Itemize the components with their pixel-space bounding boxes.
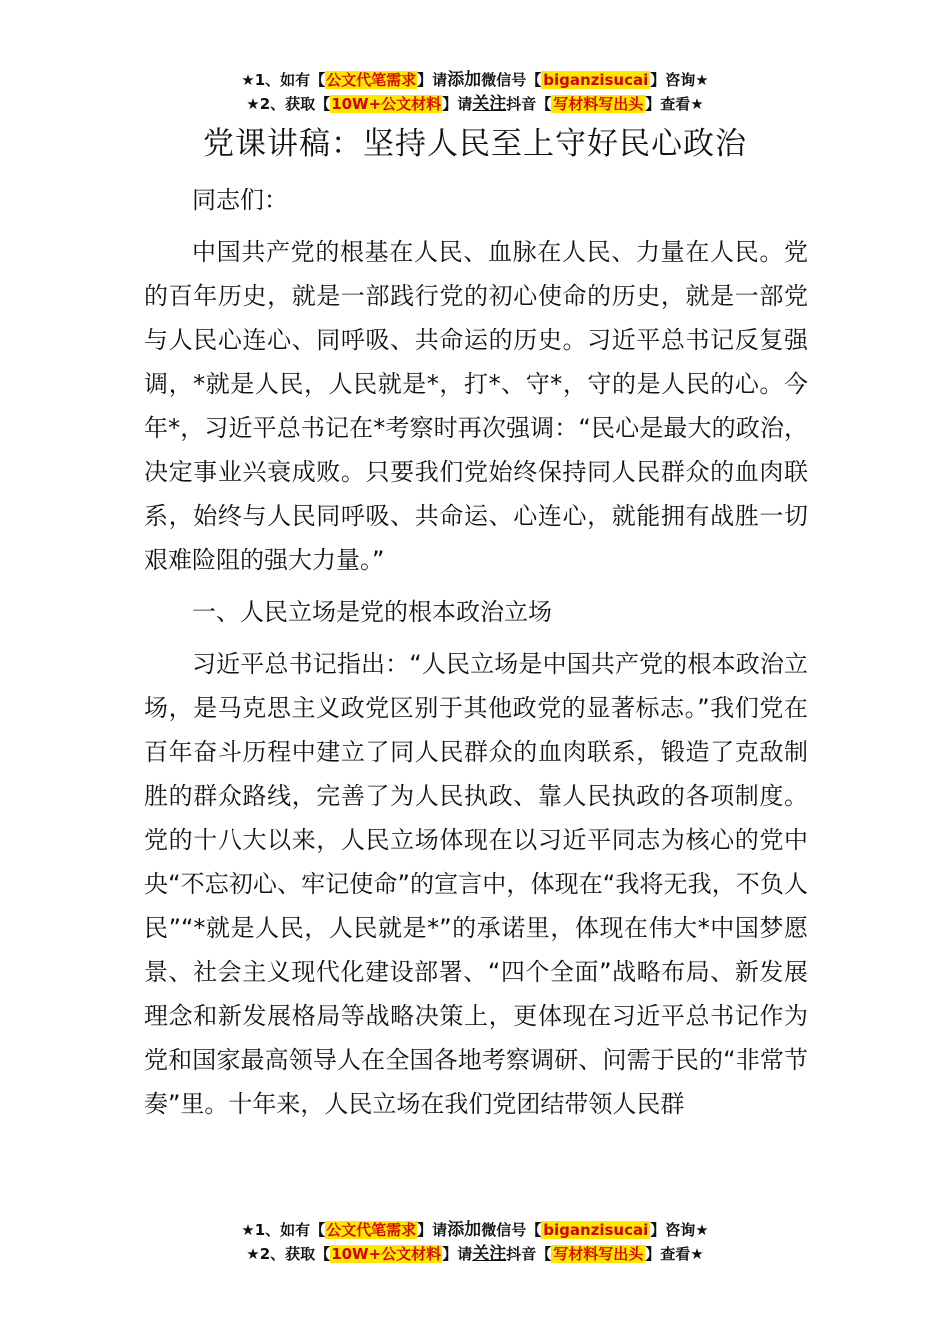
- paragraph-intro: 中国共产党的根基在人民、血脉在人民、力量在人民。党的百年历史，就是一部践行党的初心使命的历史，就是一部党与人民心连心、同呼吸、共命运的历史。习近平总书记反复强调，*就是人民，人民就是*，打*、守*，守的是人民的心。今年*，习近平总书记在*考察时再次强调：“民心是最大的政治，决定事业兴衰成败。只要我们党始终保持同人民群众的血肉联系，始终与人民同呼吸、共命运、心连心，就能拥有战胜一切艰难险阻的强大力量。”: [144, 238, 808, 574]
- promo-line-2: [0, 92, 950, 116]
- douyin-id: 写材料写出头: [553, 95, 644, 113]
- wechat-id: biganzisucai: [543, 71, 649, 89]
- promo-text: ★1、如有【: [241, 1221, 326, 1239]
- document-title: 党课讲稿：坚持人民至上守好民心政治: [203, 126, 747, 162]
- promo-text: 微信号【: [481, 71, 542, 89]
- promo-emphasis: 关注: [472, 1244, 507, 1264]
- promo-highlight: 10W+公文材料: [331, 95, 442, 113]
- promo-text: ★2、获取【: [246, 95, 331, 113]
- promo-highlight: 公文代笔需求: [326, 1221, 417, 1239]
- douyin-id: 写材料写出头: [553, 1245, 644, 1263]
- document-body: [144, 178, 808, 1134]
- promo-highlight: 10W+公文材料: [331, 1245, 442, 1263]
- promo-highlight: 公文代笔需求: [326, 71, 417, 89]
- promo-emphasis: 关注: [472, 94, 507, 114]
- wechat-id: biganzisucai: [543, 1221, 649, 1239]
- promo-text: 】请: [417, 71, 448, 89]
- promo-line-2: [0, 1242, 950, 1266]
- top-promo-banner: [0, 68, 950, 116]
- promo-text: 】查看★: [645, 1245, 704, 1263]
- promo-text: 】咨询★: [650, 1221, 709, 1239]
- bottom-promo-banner: [0, 1218, 950, 1266]
- promo-emphasis: 添加: [447, 70, 482, 90]
- promo-text: 】查看★: [645, 95, 704, 113]
- promo-text: ★1、如有【: [241, 71, 326, 89]
- promo-emphasis: 添加: [447, 1220, 482, 1240]
- promo-line-1: [0, 1218, 950, 1242]
- section-heading: 一、人民立场是党的根本政治立场: [192, 598, 552, 626]
- promo-text: 微信号【: [481, 1221, 542, 1239]
- promo-text: 】请: [442, 95, 473, 113]
- promo-text: 】请: [442, 1245, 473, 1263]
- promo-line-1: [0, 68, 950, 92]
- promo-text: 】请: [417, 1221, 448, 1239]
- promo-text: 】咨询★: [650, 71, 709, 89]
- promo-text: 抖音【: [506, 1245, 552, 1263]
- promo-text: ★2、获取【: [246, 1245, 331, 1263]
- promo-text: 抖音【: [506, 95, 552, 113]
- salutation: 同志们：: [192, 186, 288, 214]
- paragraph-body: 习近平总书记指出：“人民立场是中国共产党的根本政治立场，是马克思主义政党区别于其他政党的显著标志。”我们党在百年奋斗历程中建立了同人民群众的血肉联系，锻造了克敌制胜的群众路线，完善了为人民执政、靠人民执政的各项制度。党的十八大以来，人民立场体现在以习近平同志为核心的党中央“不忘初心、牢记使命”的宣言中，体现在“我将无我，不负人民”“*就是人民，人民就是*”的承诺里，体现在伟大*中国梦愿景、社会主义现代化建设部署、“四个全面”战略布局、新发展理念和新发展格局等战略决策上，更体现在习近平总书记作为党和国家最高领导人在全国各地考察调研、问需于民的“非常节奏”里。十年来，人民立场在我们党团结带领人民群: [144, 650, 808, 1118]
